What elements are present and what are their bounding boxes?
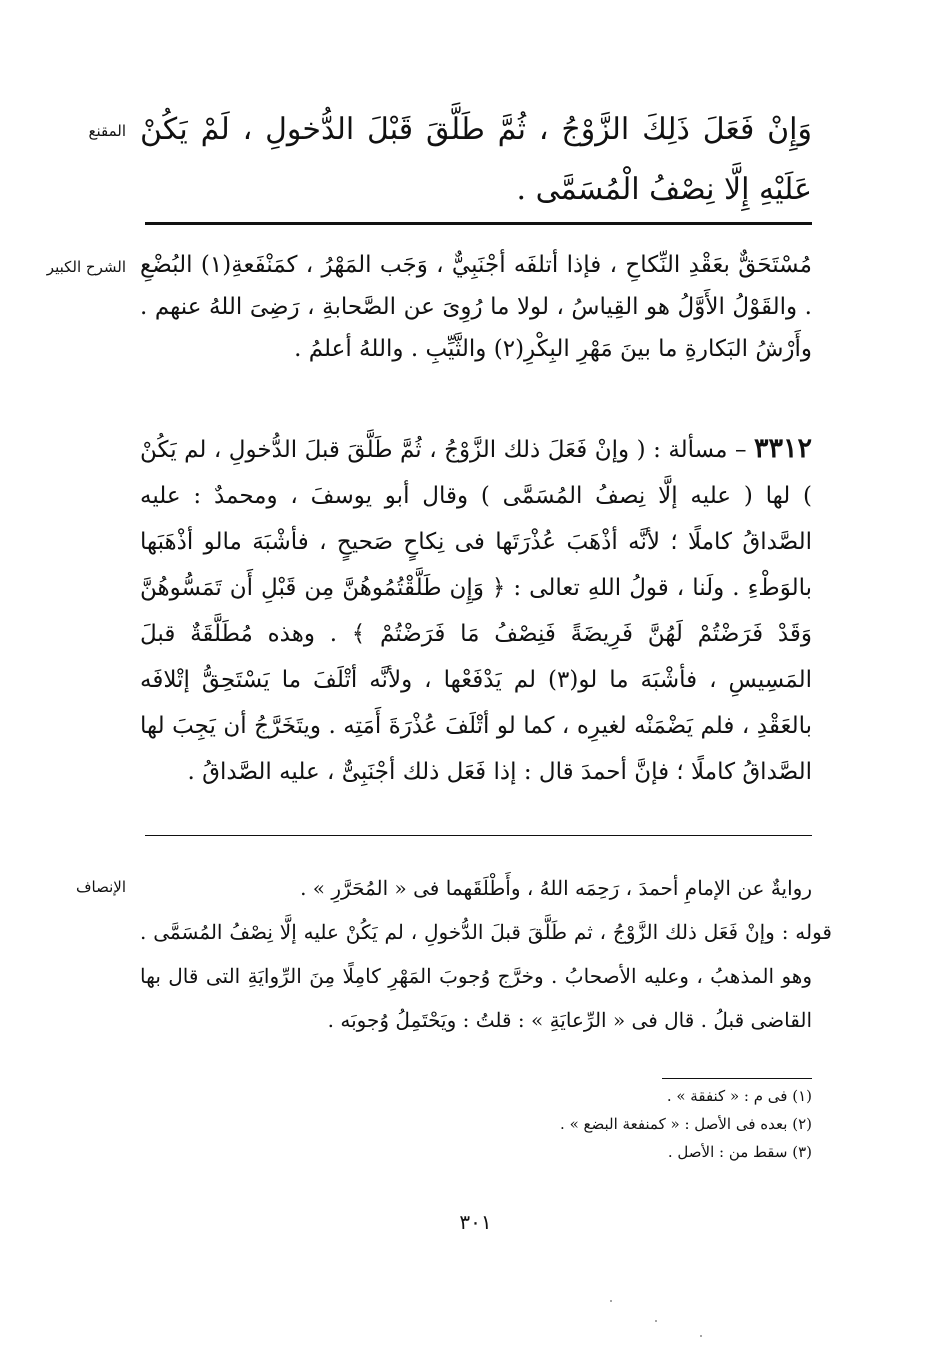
scan-speck (700, 1335, 702, 1337)
footnote-divider (662, 1078, 812, 1079)
label-mughni: المقنع (88, 122, 126, 140)
label-insaf: الإنصاف (75, 878, 126, 896)
section-divider-thick (145, 222, 812, 225)
page-number: ٣٠١ (459, 1210, 492, 1234)
scan-speck (610, 1300, 612, 1302)
sharh-paragraph-2 (140, 426, 812, 795)
issue-text: – مسألة : ( وإنْ فَعَلَ ذلك الزَّوْجُ ، ثُمَّ طَلَّقَ قبلَ الدُّخولِ ، لم يَكُنْ ) لها ( عليه إلَّا نِصفُ المُسَمَّى ) وقال أبو يوسفَ ، ومحمدٌ : عليه الصَّداقُ كاملًا ؛ لأنَّه أذْهَبَ عُذْرَتَها فى نِكاحٍ صَحيحٍ ، فأشْبَهَ مالو أذْهَبَها بالوَطْءِ . ولَنا ، قولُ اللهِ تعالى : ﴿ وَإِن طَلَّقْتُمُوهُنَّ مِن قَبْلِ أَن تَمَسُّوهُنَّ وَقَدْ فَرَضْتُمْ لَهُنَّ فَرِيضَةً فَنِصْفُ مَا فَرَضْتُمْ ﴾ . وهذه مُطَلَّقَةٌ قبلَ المَسِيسِ ، فأشْبَهَ ما لو(٣) لم يَدْفَعْها ، ولأنَّه أتْلَفَ ما يَسْتَحِقُّ إتْلافَه بالعَقْدِ ، فلم يَضْمَنْه لغيرِه ، كما لو أتْلَفَ عُذْرَةَ أَمَتِه . ويتَخَرَّجُ أن يَجِبَ لها الصَّداقُ كاملًا ؛ فإنَّ أحمدَ قال : إذا فَعَل ذلك أجْنَبِىٌّ ، عليه الصَّداقُ . (140, 437, 813, 785)
mughni-text: وَإِنْ فَعَلَ ذَلِكَ الزَّوْجُ ، ثُمَّ طَلَّقَ قَبْلَ الدُّخولِ ، لَمْ يَكُنْ عَلَيْهِ إِلَّا نِصْفُ الْمُسَمَّى . (140, 112, 812, 207)
insaf-paragraph-2: قوله : وإنْ فَعَل ذلك الزَّوْجُ ، ثم طَلَّقَ قبلَ الدُّخولِ ، لم يَكُنْ عليه إلَّا نِصْفُ المُسَمَّى . وهو المذهبُ ، وعليه الأصحابُ . وخرَّج وُجوبَ المَهْرِ كامِلًا مِنَ الرِّوايَةِ التى قال بها القاضى قبلُ . قال فى « الرِّعايَةِ » : قلتُ : ويَحْتَمِلُ وُجوبَه . (140, 920, 832, 1032)
footnote-1: (١) فى م : « كنفقة » . (666, 1087, 812, 1105)
sharh-issue-block (140, 426, 812, 795)
sharh-paragraph-1: مُسْتَحَقٌّ بعَقْدِ النِّكاحِ ، فإذا أتلفَه أجْنَبِيٌّ ، وَجَب المَهْرُ ، كمَنْفَعةِ(١) البُضْعِ . والقَوْلُ الأَوَّلُ هو القِياسُ ، لولا ما رُوِىَ عن الصَّحابةِ ، رَضِىَ اللهُ عنهم . وأَرْشُ البَكارةِ ما بينَ مَهْرِ البِكْرِ(٢) والثَّيِّبِ . واللهُ أعلمُ . (140, 252, 812, 362)
insaf-block (140, 866, 832, 1042)
issue-number: ٣٣١٢ (753, 433, 812, 464)
sharh-intro-block (140, 244, 812, 370)
insaf-paragraph-1: روايةٌ عن الإمامِ أحمدَ ، رَحِمَه اللهُ ، وأَطْلَقَهما فى « المُحَرَّرِ » . (300, 876, 812, 900)
label-sharh: الشرح الكبير (46, 258, 126, 276)
footnote-2: (٢) بعده فى الأصل : « كمنفعة البضع » . (560, 1115, 812, 1133)
footnotes (140, 1082, 812, 1166)
footnote-3: (٣) سقط من : الأصل . (667, 1143, 812, 1161)
section-divider-thin (145, 835, 812, 836)
mughni-text-block (140, 100, 812, 220)
scan-speck (655, 1320, 657, 1322)
